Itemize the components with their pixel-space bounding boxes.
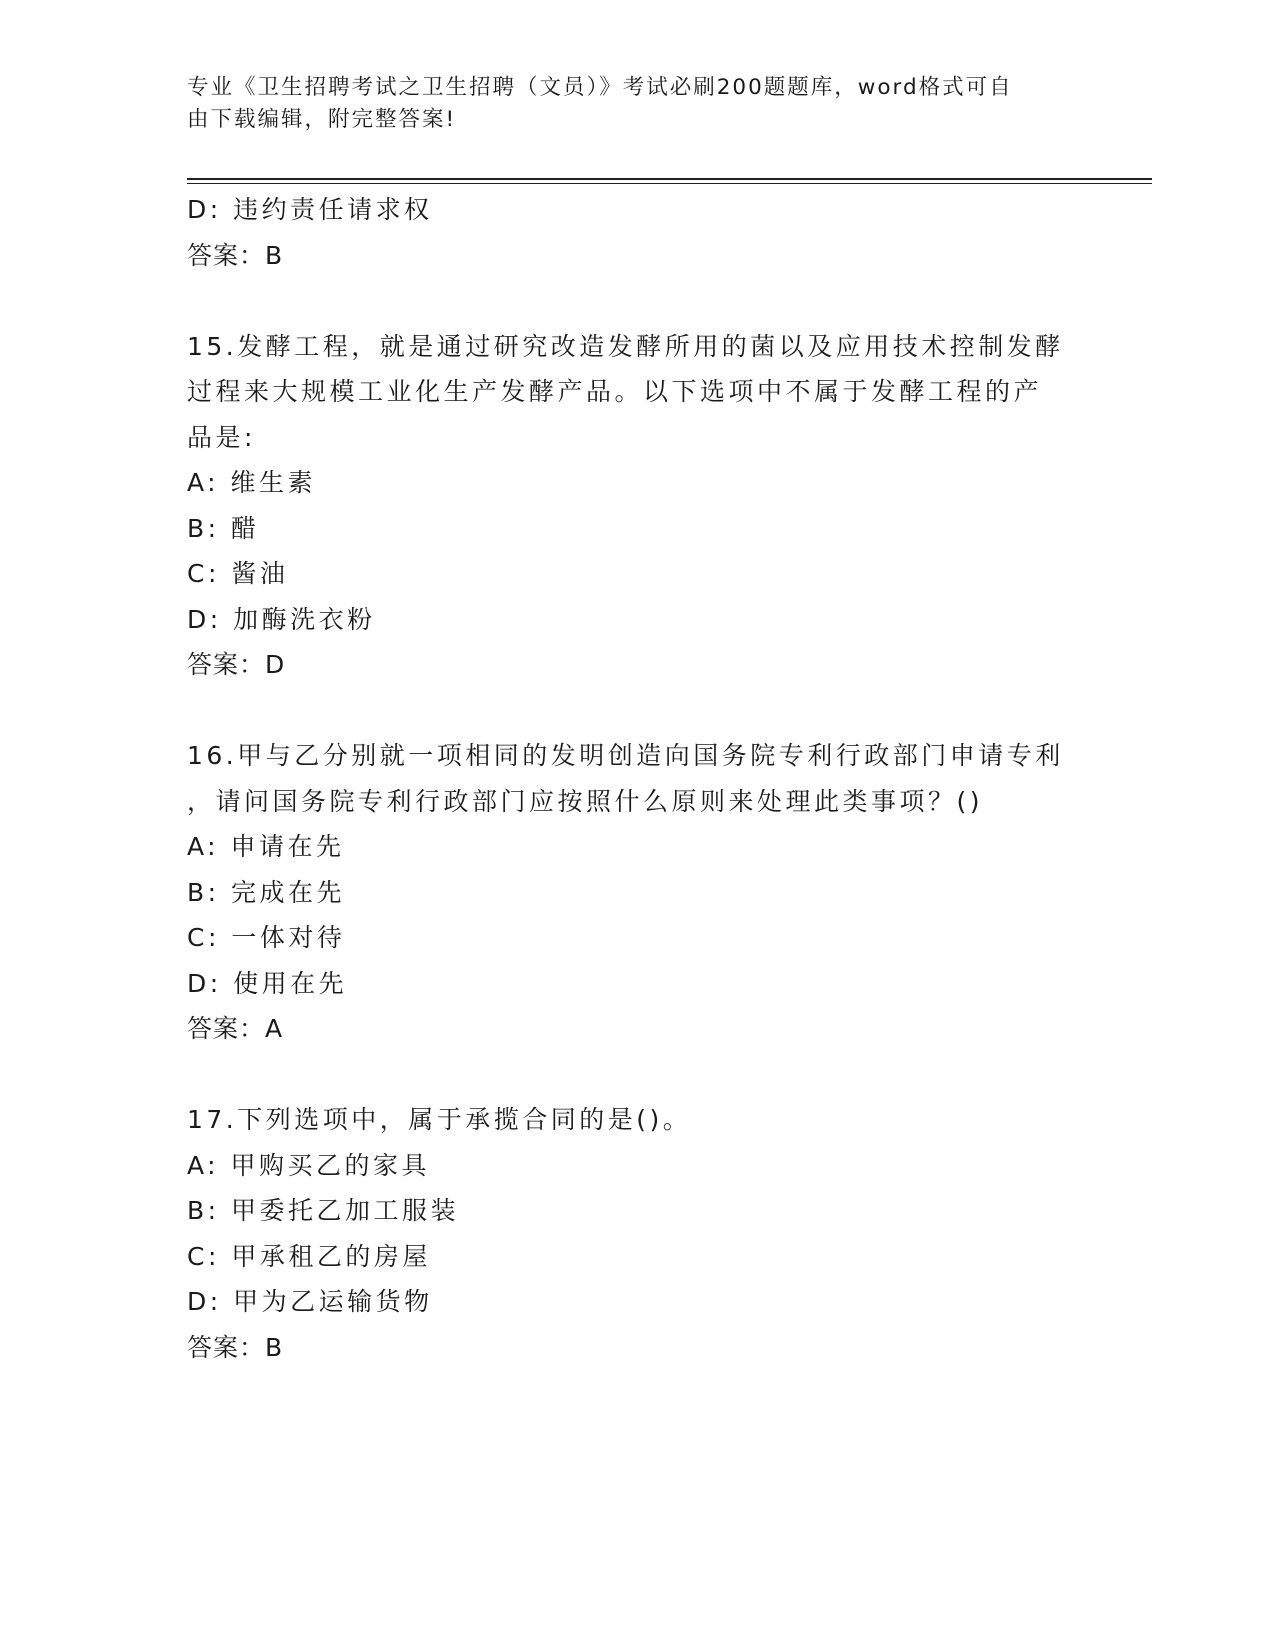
spacer	[187, 1052, 1087, 1098]
question-text-line: 15.发酵工程，就是通过研究改造发酵所用的菌以及应用技术控制发酵	[187, 331, 1064, 361]
question-list	[187, 187, 1087, 1370]
option-a: A: 维生素	[187, 468, 317, 497]
option-c: C: 甲承租乙的房屋	[187, 1241, 431, 1271]
option-b: B: 完成在先	[187, 877, 346, 907]
spacer	[187, 278, 1087, 324]
answer-line: 答案：A	[187, 1014, 284, 1043]
option-a: A: 甲购买乙的家具	[187, 1150, 431, 1180]
question-text-line: 17.下列选项中，属于承揽合同的是()。	[187, 1105, 692, 1134]
header-line-1: 专业《卫生招聘考试之卫生招聘（文员）》考试必刷200题题库，word格式可自	[187, 75, 1013, 100]
answer-line: 答案：B	[187, 1332, 284, 1362]
option-a: A: 申请在先	[187, 832, 345, 861]
option-b: B: 醋	[187, 513, 260, 543]
question-text-line: ，请问国务院专利行政部门应按照什么原则来处理此类事项？()	[187, 786, 984, 816]
header-rule-thick	[187, 178, 1152, 180]
header-line-2: 由下载编辑，附完整答案!	[187, 107, 457, 132]
option-b: B: 甲委托乙加工服装	[187, 1196, 460, 1225]
question-16	[187, 733, 1087, 1052]
option-c: C: 一体对待	[187, 923, 346, 952]
question-text-line: 过程来大规模工业化生产发酵产品。以下选项中不属于发酵工程的产	[187, 377, 1043, 406]
question-17	[187, 1097, 1087, 1370]
option-d: D: 加酶洗衣粉	[187, 604, 376, 634]
answer-line: 答案：B	[187, 240, 284, 270]
option-c: C: 酱油	[187, 559, 289, 588]
spacer	[187, 688, 1087, 734]
header-rule-thin	[187, 183, 1152, 184]
page-header	[187, 72, 1067, 136]
question-14-tail	[187, 187, 1087, 278]
answer-line: 答案：D	[187, 650, 286, 679]
option-d: D: 违约责任请求权	[187, 195, 433, 224]
question-15	[187, 324, 1087, 688]
option-d: D: 甲为乙运输货物	[187, 1287, 433, 1316]
option-d: D: 使用在先	[187, 968, 348, 998]
question-text-line: 16.甲与乙分别就一项相同的发明创造向国务院专利行政部门申请专利	[187, 741, 1064, 770]
question-text-line: 品是:	[187, 422, 256, 452]
